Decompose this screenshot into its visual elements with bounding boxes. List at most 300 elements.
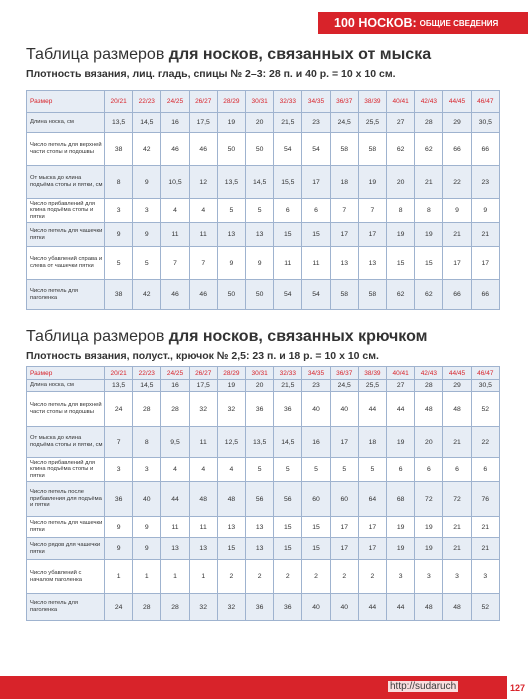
size-column-header: 20/21 bbox=[105, 91, 133, 113]
table-cell: 28 bbox=[133, 594, 161, 621]
table-cell: 13 bbox=[246, 517, 274, 538]
table-cell: 17 bbox=[330, 223, 358, 247]
table-cell: 4 bbox=[217, 458, 245, 482]
table-cell: 28 bbox=[415, 380, 443, 392]
row-label: Длина носка, см bbox=[27, 380, 105, 392]
table-cell: 5 bbox=[246, 458, 274, 482]
table-cell: 9 bbox=[105, 517, 133, 538]
row-label: Число прибавлений для клина подъёма стопы и пятки bbox=[27, 199, 105, 223]
table-cell: 50 bbox=[246, 133, 274, 166]
table-cell: 5 bbox=[246, 199, 274, 223]
table-cell: 14,5 bbox=[133, 113, 161, 133]
table-cell: 50 bbox=[217, 280, 245, 310]
table-cell: 9 bbox=[443, 199, 471, 223]
table-cell: 40 bbox=[302, 594, 330, 621]
table-cell: 21 bbox=[415, 166, 443, 199]
table-cell: 8 bbox=[415, 199, 443, 223]
table-cell: 3 bbox=[415, 560, 443, 594]
table-cell: 5 bbox=[105, 247, 133, 280]
table-cell: 38 bbox=[105, 280, 133, 310]
table-cell: 2 bbox=[217, 560, 245, 594]
row-label: Число петель для чашечки пятки bbox=[27, 223, 105, 247]
table-cell: 46 bbox=[189, 280, 217, 310]
table-cell: 9 bbox=[133, 517, 161, 538]
table-cell: 24,5 bbox=[330, 380, 358, 392]
table-cell: 68 bbox=[387, 482, 415, 517]
page-number: 127 bbox=[507, 676, 528, 699]
table-cell: 13 bbox=[161, 538, 189, 560]
table-cell: 48 bbox=[189, 482, 217, 517]
size-column-header: 42/43 bbox=[415, 91, 443, 113]
table-cell: 14,5 bbox=[133, 380, 161, 392]
size-column-header: 34/35 bbox=[302, 367, 330, 380]
table-cell: 3 bbox=[471, 560, 499, 594]
table-cell: 32 bbox=[189, 392, 217, 427]
table-cell: 11 bbox=[274, 247, 302, 280]
row-label: От мыска до клина подъёма стопы и пятки, см bbox=[27, 427, 105, 458]
table-cell: 9 bbox=[246, 247, 274, 280]
table-cell: 72 bbox=[443, 482, 471, 517]
table-cell: 22 bbox=[471, 427, 499, 458]
row-label: Длина носка, см bbox=[27, 113, 105, 133]
table-cell: 32 bbox=[217, 594, 245, 621]
table-cell: 17,5 bbox=[189, 113, 217, 133]
table-cell: 3 bbox=[105, 458, 133, 482]
size-column-header: 20/21 bbox=[105, 367, 133, 380]
size-column-header: 30/31 bbox=[246, 367, 274, 380]
table-cell: 19 bbox=[415, 538, 443, 560]
table-cell: 15 bbox=[217, 538, 245, 560]
table-cell: 28 bbox=[133, 392, 161, 427]
table-row bbox=[27, 538, 500, 560]
table-cell: 21 bbox=[443, 538, 471, 560]
table-cell: 18 bbox=[330, 166, 358, 199]
table-row bbox=[27, 517, 500, 538]
table-cell: 24 bbox=[105, 392, 133, 427]
size-column-header: 28/29 bbox=[217, 91, 245, 113]
row-label: Число убавлений с началом паголенка bbox=[27, 560, 105, 594]
row-label: От мыска до клина подъёма стопы и пятки, см bbox=[27, 166, 105, 199]
row-label: Число петель для чашечки пятки bbox=[27, 517, 105, 538]
table-cell: 48 bbox=[443, 594, 471, 621]
table-row bbox=[27, 166, 500, 199]
table-row bbox=[27, 482, 500, 517]
size-column-header: 38/39 bbox=[358, 367, 386, 380]
table2 bbox=[26, 366, 500, 621]
table-cell: 12 bbox=[189, 166, 217, 199]
table-cell: 1 bbox=[105, 560, 133, 594]
table-cell: 11 bbox=[189, 427, 217, 458]
table-cell: 5 bbox=[274, 458, 302, 482]
table-cell: 4 bbox=[189, 458, 217, 482]
table-cell: 9 bbox=[133, 223, 161, 247]
table-cell: 11 bbox=[161, 223, 189, 247]
table-cell: 21 bbox=[471, 538, 499, 560]
table-cell: 12,5 bbox=[217, 427, 245, 458]
table-cell: 27 bbox=[387, 380, 415, 392]
table-cell: 48 bbox=[415, 594, 443, 621]
table-cell: 21,5 bbox=[274, 113, 302, 133]
table-cell: 13 bbox=[246, 538, 274, 560]
table-cell: 15 bbox=[274, 517, 302, 538]
table-cell: 1 bbox=[161, 560, 189, 594]
table-cell: 40 bbox=[133, 482, 161, 517]
row-label: Число петель для паголенка bbox=[27, 280, 105, 310]
table-cell: 17 bbox=[302, 166, 330, 199]
table-cell: 20 bbox=[246, 113, 274, 133]
table2-subtitle: Плотность вязания, полуст., крючок № 2,5: 23 п. и 18 р. = 10 х 10 см. bbox=[26, 350, 379, 362]
size-column-header: 38/39 bbox=[358, 91, 386, 113]
table-cell: 9,5 bbox=[161, 427, 189, 458]
table-cell: 54 bbox=[302, 280, 330, 310]
table-cell: 17 bbox=[358, 517, 386, 538]
table-cell: 44 bbox=[358, 392, 386, 427]
size-header-label: Размер bbox=[27, 367, 105, 380]
table-cell: 15 bbox=[302, 538, 330, 560]
table-cell: 13 bbox=[358, 247, 386, 280]
table-row bbox=[27, 427, 500, 458]
size-column-header: 36/37 bbox=[330, 91, 358, 113]
table-cell: 62 bbox=[415, 133, 443, 166]
table-cell: 3 bbox=[133, 458, 161, 482]
table-row bbox=[27, 392, 500, 427]
table-cell: 11 bbox=[161, 517, 189, 538]
table-cell: 17 bbox=[330, 517, 358, 538]
table-cell: 54 bbox=[274, 133, 302, 166]
table-cell: 30,5 bbox=[471, 380, 499, 392]
table-cell: 50 bbox=[217, 133, 245, 166]
table-row bbox=[27, 199, 500, 223]
table-cell: 10,5 bbox=[161, 166, 189, 199]
table-cell: 44 bbox=[387, 392, 415, 427]
table-cell: 13,5 bbox=[105, 113, 133, 133]
table-cell: 8 bbox=[133, 427, 161, 458]
table-cell: 36 bbox=[246, 392, 274, 427]
table-cell: 64 bbox=[358, 482, 386, 517]
table-cell: 52 bbox=[471, 392, 499, 427]
table-cell: 7 bbox=[161, 247, 189, 280]
table-cell: 29 bbox=[443, 113, 471, 133]
row-label: Число петель для паголенка bbox=[27, 594, 105, 621]
table-cell: 19 bbox=[217, 380, 245, 392]
table-cell: 2 bbox=[246, 560, 274, 594]
table2-title-bold: для носков, связанных крючком bbox=[168, 328, 428, 345]
table-cell: 62 bbox=[387, 280, 415, 310]
table-cell: 17 bbox=[443, 247, 471, 280]
size-column-header: 46/47 bbox=[471, 367, 499, 380]
table-cell: 13 bbox=[217, 223, 245, 247]
table-cell: 15 bbox=[302, 223, 330, 247]
table-cell: 23 bbox=[302, 380, 330, 392]
table-cell: 25,5 bbox=[358, 113, 386, 133]
table-cell: 24 bbox=[105, 594, 133, 621]
size-column-header: 26/27 bbox=[189, 91, 217, 113]
table-cell: 16 bbox=[302, 427, 330, 458]
table-cell: 18 bbox=[358, 427, 386, 458]
size-column-header: 40/41 bbox=[387, 367, 415, 380]
table-cell: 7 bbox=[189, 247, 217, 280]
table-cell: 36 bbox=[274, 594, 302, 621]
table-cell: 52 bbox=[471, 594, 499, 621]
table-cell: 13,5 bbox=[246, 427, 274, 458]
table-cell: 17 bbox=[358, 538, 386, 560]
table-cell: 13 bbox=[330, 247, 358, 280]
table-cell: 38 bbox=[105, 133, 133, 166]
table2-title bbox=[26, 328, 427, 346]
table-cell: 30,5 bbox=[471, 113, 499, 133]
table-cell: 1 bbox=[133, 560, 161, 594]
table-cell: 14,5 bbox=[246, 166, 274, 199]
table-cell: 66 bbox=[443, 280, 471, 310]
table-cell: 5 bbox=[217, 199, 245, 223]
table-cell: 9 bbox=[133, 166, 161, 199]
table-cell: 5 bbox=[330, 458, 358, 482]
watermark: http://sudaruch bbox=[390, 681, 457, 692]
table-row bbox=[27, 223, 500, 247]
table1-subtitle: Плотность вязания, лиц. гладь, спицы № 2–3: 28 п. и 40 р. = 10 х 10 см. bbox=[26, 68, 396, 80]
table-cell: 15 bbox=[387, 247, 415, 280]
table-cell: 36 bbox=[246, 594, 274, 621]
table-cell: 44 bbox=[161, 482, 189, 517]
table-cell: 3 bbox=[443, 560, 471, 594]
table-cell: 7 bbox=[105, 427, 133, 458]
table-cell: 6 bbox=[415, 458, 443, 482]
size-column-header: 32/33 bbox=[274, 367, 302, 380]
size-column-header: 24/25 bbox=[161, 91, 189, 113]
table-cell: 15 bbox=[415, 247, 443, 280]
size-column-header: 36/37 bbox=[330, 367, 358, 380]
table-cell: 48 bbox=[415, 392, 443, 427]
table-cell: 58 bbox=[358, 133, 386, 166]
table-cell: 28 bbox=[161, 392, 189, 427]
table-cell: 20 bbox=[246, 380, 274, 392]
table-cell: 23 bbox=[471, 166, 499, 199]
table-cell: 62 bbox=[415, 280, 443, 310]
table-cell: 17,5 bbox=[189, 380, 217, 392]
table-cell: 66 bbox=[471, 280, 499, 310]
table-cell: 11 bbox=[189, 223, 217, 247]
table-cell: 58 bbox=[330, 133, 358, 166]
size-column-header: 26/27 bbox=[189, 367, 217, 380]
table-cell: 9 bbox=[217, 247, 245, 280]
table-cell: 60 bbox=[330, 482, 358, 517]
table-cell: 17 bbox=[330, 538, 358, 560]
table-cell: 4 bbox=[161, 199, 189, 223]
row-label: Число рядов для чашечки пятки bbox=[27, 538, 105, 560]
table-row bbox=[27, 280, 500, 310]
table-cell: 40 bbox=[330, 594, 358, 621]
size-header-label: Размер bbox=[27, 91, 105, 113]
table-cell: 40 bbox=[330, 392, 358, 427]
size-column-header: 32/33 bbox=[274, 91, 302, 113]
row-label: Число убавлений справа и слева от чашечки пятки bbox=[27, 247, 105, 280]
table-cell: 32 bbox=[189, 594, 217, 621]
table-cell: 32 bbox=[217, 392, 245, 427]
table-cell: 8 bbox=[105, 166, 133, 199]
table-cell: 22 bbox=[443, 166, 471, 199]
table-cell: 13 bbox=[217, 517, 245, 538]
table-cell: 15 bbox=[274, 538, 302, 560]
table-cell: 19 bbox=[217, 113, 245, 133]
table-cell: 54 bbox=[274, 280, 302, 310]
section-header-band bbox=[318, 12, 528, 34]
table-cell: 4 bbox=[189, 199, 217, 223]
table-cell: 5 bbox=[133, 247, 161, 280]
table-cell: 42 bbox=[133, 133, 161, 166]
table-cell: 36 bbox=[105, 482, 133, 517]
size-column-header: 22/23 bbox=[133, 367, 161, 380]
table-cell: 72 bbox=[415, 482, 443, 517]
table-cell: 58 bbox=[330, 280, 358, 310]
table-cell: 11 bbox=[302, 247, 330, 280]
table-cell: 3 bbox=[105, 199, 133, 223]
book-title: 100 НОСКОВ: bbox=[334, 16, 417, 30]
table-cell: 13 bbox=[189, 538, 217, 560]
table-cell: 66 bbox=[443, 133, 471, 166]
table-cell: 20 bbox=[387, 166, 415, 199]
table-cell: 17 bbox=[471, 247, 499, 280]
table-cell: 46 bbox=[189, 133, 217, 166]
size-column-header: 34/35 bbox=[302, 91, 330, 113]
size-column-header: 28/29 bbox=[217, 367, 245, 380]
table-row bbox=[27, 594, 500, 621]
table-cell: 3 bbox=[387, 560, 415, 594]
table-cell: 21 bbox=[471, 517, 499, 538]
table-cell: 5 bbox=[302, 458, 330, 482]
table-cell: 58 bbox=[358, 280, 386, 310]
table-cell: 19 bbox=[387, 538, 415, 560]
table-cell: 15 bbox=[302, 517, 330, 538]
table-cell: 6 bbox=[471, 458, 499, 482]
table-cell: 36 bbox=[274, 392, 302, 427]
table-cell: 3 bbox=[133, 199, 161, 223]
table-row bbox=[27, 133, 500, 166]
table-cell: 20 bbox=[415, 427, 443, 458]
size-column-header: 42/43 bbox=[415, 367, 443, 380]
table-cell: 19 bbox=[358, 166, 386, 199]
table1-title bbox=[26, 46, 431, 64]
table-cell: 15 bbox=[274, 223, 302, 247]
table-cell: 15,5 bbox=[274, 166, 302, 199]
table1-title-plain: Таблица размеров bbox=[26, 46, 169, 63]
table-cell: 11 bbox=[189, 517, 217, 538]
table-cell: 7 bbox=[330, 199, 358, 223]
row-label: Число петель для верхней части стопы и подошвы bbox=[27, 392, 105, 427]
table-cell: 19 bbox=[415, 517, 443, 538]
table-cell: 13,5 bbox=[105, 380, 133, 392]
table-cell: 6 bbox=[443, 458, 471, 482]
table-cell: 54 bbox=[302, 133, 330, 166]
size-column-header: 46/47 bbox=[471, 91, 499, 113]
table-cell: 21 bbox=[443, 223, 471, 247]
table-cell: 50 bbox=[246, 280, 274, 310]
table-cell: 19 bbox=[387, 223, 415, 247]
table-cell: 28 bbox=[161, 594, 189, 621]
table-cell: 2 bbox=[302, 560, 330, 594]
row-label: Число петель для верхней части стопы и подошвы bbox=[27, 133, 105, 166]
size-column-header: 44/45 bbox=[443, 367, 471, 380]
table-cell: 66 bbox=[471, 133, 499, 166]
table-cell: 13,5 bbox=[217, 166, 245, 199]
table-cell: 19 bbox=[387, 517, 415, 538]
table-cell: 2 bbox=[274, 560, 302, 594]
table-cell: 17 bbox=[358, 223, 386, 247]
table-cell: 48 bbox=[443, 392, 471, 427]
table-cell: 21 bbox=[471, 223, 499, 247]
table-cell: 13 bbox=[246, 223, 274, 247]
table-cell: 44 bbox=[358, 594, 386, 621]
table-row bbox=[27, 113, 500, 133]
table-cell: 46 bbox=[161, 280, 189, 310]
table-cell: 14,5 bbox=[274, 427, 302, 458]
table-cell: 21 bbox=[443, 517, 471, 538]
size-column-header: 40/41 bbox=[387, 91, 415, 113]
table-cell: 17 bbox=[330, 427, 358, 458]
table-cell: 62 bbox=[387, 133, 415, 166]
table-cell: 56 bbox=[246, 482, 274, 517]
row-label: Число петель после прибавления для подъёма и пятки bbox=[27, 482, 105, 517]
table-cell: 76 bbox=[471, 482, 499, 517]
table-cell: 60 bbox=[302, 482, 330, 517]
table-cell: 23 bbox=[302, 113, 330, 133]
section-label: ОБЩИЕ СВЕДЕНИЯ bbox=[419, 18, 499, 28]
table-cell: 9 bbox=[105, 538, 133, 560]
size-column-header: 22/23 bbox=[133, 91, 161, 113]
table-cell: 24,5 bbox=[330, 113, 358, 133]
table-cell: 25,5 bbox=[358, 380, 386, 392]
size-column-header: 30/31 bbox=[246, 91, 274, 113]
table-cell: 19 bbox=[415, 223, 443, 247]
table-cell: 27 bbox=[387, 113, 415, 133]
table1-title-bold: для носков, связанных от мыска bbox=[168, 46, 432, 63]
row-label: Число прибавлений для клина подъёма стопы и пятки bbox=[27, 458, 105, 482]
table-cell: 7 bbox=[358, 199, 386, 223]
table-cell: 44 bbox=[387, 594, 415, 621]
table-cell: 56 bbox=[274, 482, 302, 517]
table-row bbox=[27, 380, 500, 392]
table-cell: 4 bbox=[161, 458, 189, 482]
size-column-header: 24/25 bbox=[161, 367, 189, 380]
table-cell: 16 bbox=[161, 113, 189, 133]
table-row bbox=[27, 560, 500, 594]
table-cell: 21,5 bbox=[274, 380, 302, 392]
table-cell: 8 bbox=[387, 199, 415, 223]
table2-title-plain: Таблица размеров bbox=[26, 328, 169, 345]
table-cell: 6 bbox=[302, 199, 330, 223]
size-column-header: 44/45 bbox=[443, 91, 471, 113]
table-cell: 46 bbox=[161, 133, 189, 166]
table-cell: 6 bbox=[274, 199, 302, 223]
table-cell: 29 bbox=[443, 380, 471, 392]
table-cell: 2 bbox=[330, 560, 358, 594]
table-cell: 42 bbox=[133, 280, 161, 310]
table-cell: 9 bbox=[471, 199, 499, 223]
table-cell: 40 bbox=[302, 392, 330, 427]
table1 bbox=[26, 90, 500, 310]
table-cell: 19 bbox=[387, 427, 415, 458]
table-row bbox=[27, 247, 500, 280]
table-cell: 2 bbox=[358, 560, 386, 594]
table-cell: 16 bbox=[161, 380, 189, 392]
table-cell: 1 bbox=[189, 560, 217, 594]
table-cell: 9 bbox=[133, 538, 161, 560]
table-cell: 48 bbox=[217, 482, 245, 517]
table-cell: 28 bbox=[415, 113, 443, 133]
table-cell: 21 bbox=[443, 427, 471, 458]
table-cell: 9 bbox=[105, 223, 133, 247]
table-cell: 6 bbox=[387, 458, 415, 482]
table-cell: 5 bbox=[358, 458, 386, 482]
